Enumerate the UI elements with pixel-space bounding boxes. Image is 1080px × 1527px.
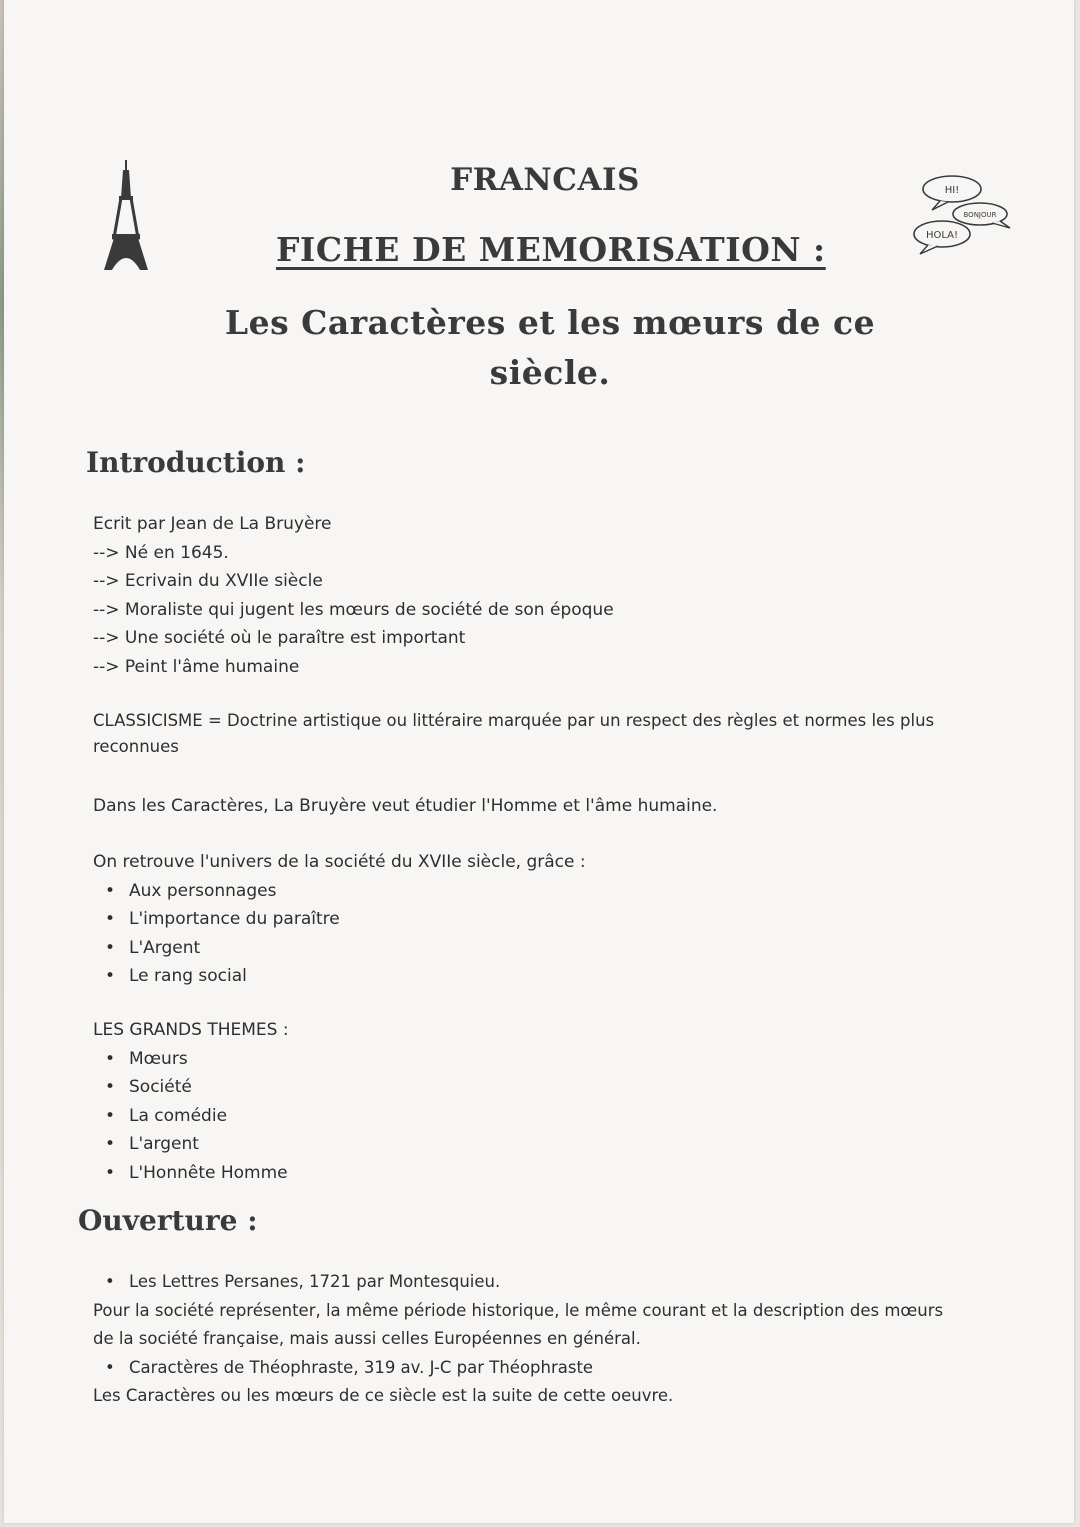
sheet-type-title: FICHE DE MEMORISATION :	[276, 230, 826, 269]
bubble-hi-text: HI!	[944, 185, 960, 196]
speech-bubbles-icon	[910, 172, 1014, 262]
list-item: • Mœurs	[93, 1045, 289, 1074]
themes-block	[93, 1016, 289, 1187]
themes-heading: LES GRANDS THEMES :	[93, 1020, 289, 1040]
classicisme-line1: CLASSICISME = Doctrine artistique ou littéraire marquée par un respect des règles et normes les plus	[93, 711, 935, 730]
bubble-hola-text: HOLA!	[925, 230, 959, 241]
themes-list	[93, 1045, 289, 1188]
list-item: • L'Honnête Homme	[93, 1159, 289, 1188]
item1-desc-line2: de la société française, mais aussi celles Européennes en général.	[93, 1329, 641, 1348]
author-block	[93, 510, 614, 681]
ouverture-block	[93, 1268, 943, 1411]
univers-intro: On retrouve l'univers de la société du XVIIe siècle, grâce :	[93, 852, 586, 872]
list-item: • Société	[93, 1073, 289, 1102]
list-item: • Aux personnages	[93, 877, 586, 906]
ouverture-list-2	[93, 1354, 943, 1383]
item2-desc: Les Caractères ou les mœurs de ce siècle est la suite de cette oeuvre.	[93, 1386, 674, 1405]
author-line: --> Né en 1645.	[93, 542, 229, 563]
author-line: --> Une société où le paraître est important	[93, 628, 466, 648]
ouverture-list-1	[93, 1268, 943, 1297]
univers-block	[93, 848, 586, 991]
subject-title: FRANCAIS	[450, 162, 640, 198]
list-item: • La comédie	[93, 1102, 289, 1131]
work-title-line1: Les Caractères et les mœurs de ce	[224, 303, 876, 342]
work-title-line2: siècle.	[489, 353, 611, 392]
author-line: --> Peint l'âme humaine	[93, 656, 300, 677]
introduction-heading: Introduction :	[86, 446, 306, 479]
list-item: • Caractères de Théophraste, 319 av. J-C par Théophraste	[93, 1354, 943, 1383]
list-item: • Les Lettres Persanes, 1721 par Montesquieu.	[93, 1268, 943, 1297]
univers-list	[93, 877, 586, 991]
list-item: • Le rang social	[93, 962, 586, 991]
classicisme-definition	[93, 708, 934, 760]
item1-desc-line1: Pour la société représenter, la même période historique, le même courant et la description des mœurs	[93, 1300, 944, 1320]
ouverture-heading: Ouverture :	[78, 1204, 258, 1237]
author-line: --> Moraliste qui jugent les mœurs de société de son époque	[93, 599, 614, 620]
list-item: • L'argent	[93, 1130, 289, 1159]
purpose-text: Dans les Caractères, La Bruyère veut étudier l'Homme et l'âme humaine.	[93, 796, 718, 816]
bubble-bonjour-text: BONJOUR	[963, 211, 997, 219]
author-line: --> Ecrivain du XVIIe siècle	[93, 571, 323, 591]
list-item: • L'Argent	[93, 934, 586, 963]
list-item: • L'importance du paraître	[93, 905, 586, 934]
work-title	[140, 298, 960, 398]
author-line: Ecrit par Jean de La Bruyère	[93, 514, 332, 534]
classicisme-line2: reconnues	[93, 737, 179, 756]
